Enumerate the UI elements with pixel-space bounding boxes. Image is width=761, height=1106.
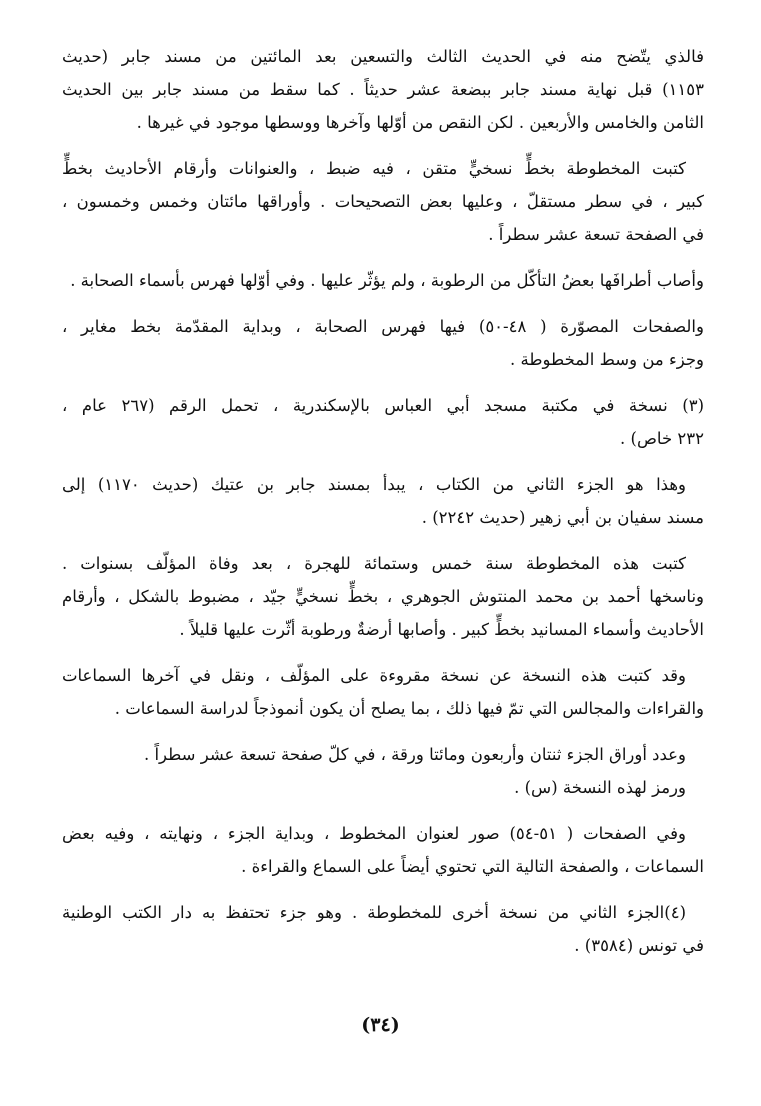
text-line: ١١٥٣) قبل نهاية مسند جابر ببضعة عشر حديثاً . كما سقط من مسند جابر بين الحديث — [62, 80, 704, 99]
text-line: والصفحات المصوّرة ( ٤٨-٥٠) فيها فهرس الصحابة ، وبداية المقدّمة بخط مغاير ، — [62, 317, 704, 336]
paragraph-1 — [62, 40, 704, 139]
paragraph-6 — [62, 468, 704, 534]
text-line: الثامن والخامس والأربعين . لكن النقص من أوّلها وآخرها ووسطها موجود في غيرها . — [136, 113, 704, 132]
text-line: كبير ، في سطر مستقلّ ، وعليها بعض التصحيحات . وأوراقها مائتان وخمس وخمسون ، — [62, 192, 704, 211]
page-number: (٣٤) — [361, 1014, 400, 1036]
paragraph-2 — [62, 152, 704, 251]
text-line: كتبت المخطوطة بخطٍّ نسخيٍّ متقن ، فيه ضبط ، والعنوانات وأرقام الأحاديث بخطٍّ — [62, 159, 686, 178]
text-line: وناسخها أحمد بن محمد المنتوش الجوهري ، بخطٍّ نسخيٍّ جيّد ، مضبوط بالشكل ، وأرقام — [62, 587, 704, 606]
text-line: وقد كتبت هذه النسخة عن نسخة مقروءة على المؤلّف ، ونقل في آخرها السماعات — [62, 666, 686, 685]
text-line: وفي الصفحات ( ٥١-٥٤) صور لعنوان المخطوط ، وبداية الجزء ، ونهايته ، وفيه بعض — [62, 824, 686, 843]
text-line: السماعات ، والصفحة التالية التي تحتوي أيضاً على السماع والقراءة . — [241, 857, 704, 876]
text-line: فالذي يتّضح منه في الحديث الثالث والتسعين بعد المائتين من مسند جابر (حديث — [62, 47, 704, 66]
text-line: وجزء من وسط المخطوطة . — [510, 350, 704, 369]
paragraph-3 — [62, 264, 704, 297]
paragraph-7 — [62, 547, 704, 646]
text-line: الأحاديث وأسماء المسانيد بخطٍّ كبير . وأصابها أرضةٌ ورطوبة أثّرت عليها قليلاً . — [179, 620, 704, 639]
document-page — [62, 40, 704, 975]
paragraph-10 — [62, 817, 704, 883]
text-line: وهذا هو الجزء الثاني من الكتاب ، يبدأ بمسند جابر بن عتيك (حديث ١١٧٠) إلى — [62, 475, 686, 494]
paragraph-9 — [62, 738, 704, 804]
paragraph-5 — [62, 389, 704, 455]
text-line: مسند سفيان بن أبي زهير (حديث ٢٢٤٢) . — [421, 508, 704, 527]
paragraph-4 — [62, 310, 704, 376]
text-line: في تونس (٣٥٨٤) . — [574, 936, 704, 955]
text-line: (٣) نسخة في مكتبة مسجد أبي العباس بالإسكندرية ، تحمل الرقم (٢٦٧ عام ، — [62, 396, 704, 415]
text-line: وعدد أوراق الجزء ثنتان وأربعون ومائتا ورقة ، في كلّ صفحة تسعة عشر سطراً . — [143, 745, 686, 764]
text-line: كتبت هذه المخطوطة سنة خمس وستمائة للهجرة ، بعد وفاة المؤلّف بسنوات . — [62, 554, 686, 573]
text-line: والقراءات والمجالس التي تمّ فيها ذلك ، بما يصلح أن يكون أنموذجاً لدراسة السماعات . — [114, 699, 704, 718]
text-line: في الصفحة تسعة عشر سطراً . — [488, 225, 704, 244]
text-line: (٤)الجزء الثاني من نسخة أخرى للمخطوطة . وهو جزء تحتفظ به دار الكتب الوطنية — [62, 903, 686, 922]
text-line: ٢٣٢ خاص) . — [620, 429, 704, 448]
paragraph-11 — [62, 896, 704, 962]
text-line: وأصاب أطرافَها بعضُ التأكّل من الرطوبة ، ولم يؤثّر عليها . وفي أوّلها فهرس بأسماء الصحابة . — [70, 271, 704, 290]
paragraph-8 — [62, 659, 704, 725]
text-line: ورمز لهذه النسخة (س) . — [514, 778, 686, 797]
